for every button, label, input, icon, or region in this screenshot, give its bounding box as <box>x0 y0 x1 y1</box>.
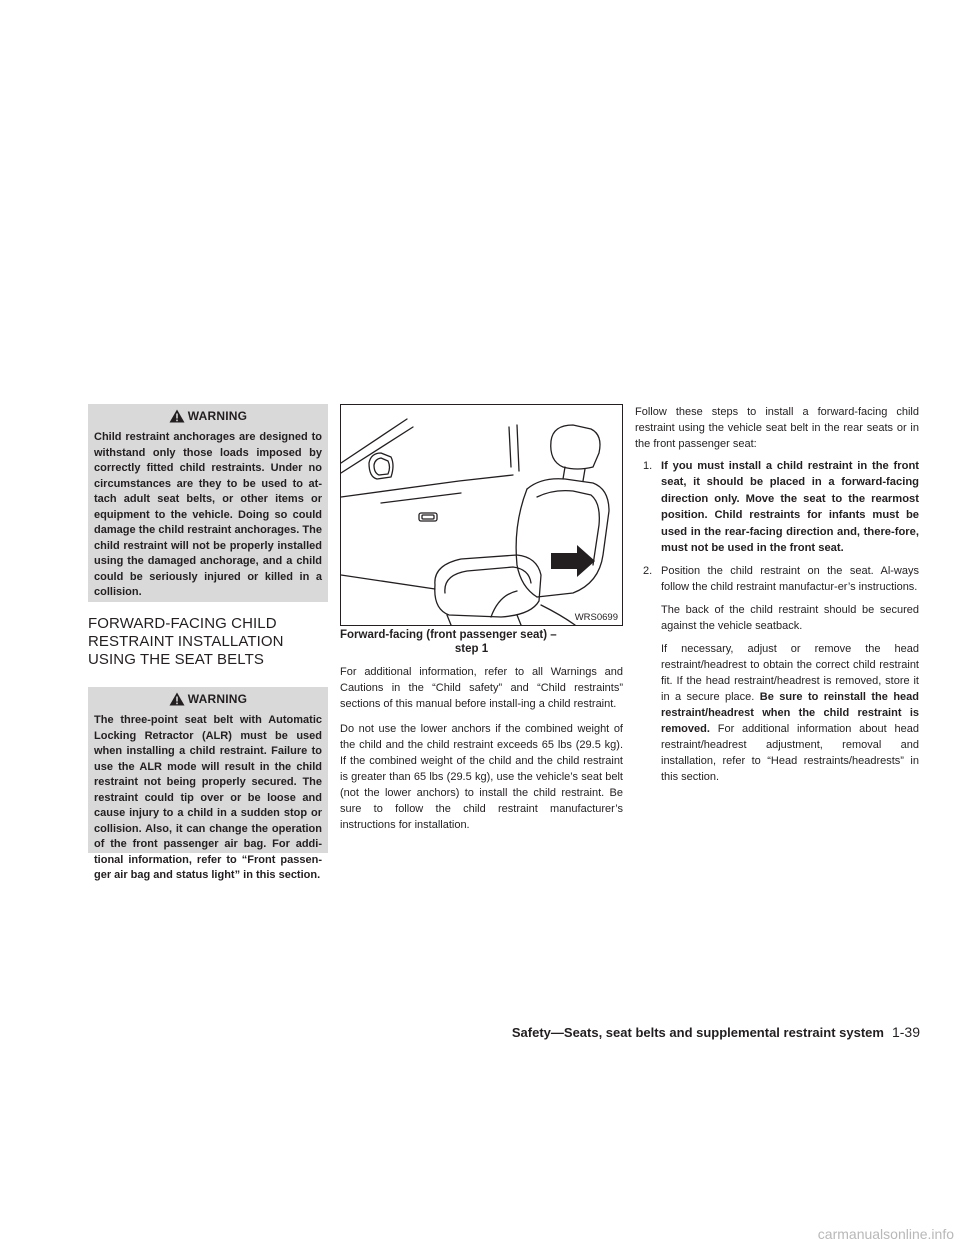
step-paragraph: The back of the child restraint should be secured against the vehicle seatback. <box>661 604 919 633</box>
warning-title: WARNING <box>187 692 248 706</box>
warning-triangle-icon <box>169 692 185 706</box>
figure-caption <box>340 628 623 656</box>
headrest-text: If necessary, adjust or remove the head restraint/headrest to obtain the correct child restraint fit. If the head restraint/headrest is removed, store it in a secure place. <box>661 643 919 704</box>
paragraph-lower-anchors: Do not use the lower anchors if the combined weight of the child and the child restraint exceeds 65 lbs (29.5 kg). If the combined weight of the child and the child restraint is greater than 65 lbs (29.5 kg), use the vehicle’s seat belt (not the lower anchors) to install the child restraint. Be sure to follow the child restraint manufacturer’s instructions for installation. <box>340 723 623 831</box>
figure-caption-line2: step 1 <box>454 643 489 655</box>
page-footer <box>380 1024 920 1040</box>
warning-box-anchorages <box>88 404 328 602</box>
step-item <box>635 458 919 556</box>
step-number: 2. <box>643 565 653 578</box>
step-paragraph-headrest <box>661 641 919 785</box>
left-column <box>88 404 328 881</box>
step-text: Position the child restraint on the seat. Al-ways follow the child restraint manufactur-er’s instructions. <box>661 565 919 594</box>
warning-triangle-icon <box>169 409 185 423</box>
right-column <box>635 404 919 792</box>
step-item <box>635 563 919 785</box>
page-number: 1-39 <box>891 1024 920 1040</box>
seat-illustration <box>340 404 623 626</box>
headrest-bold-text: Be sure to reinstall the head restraint/headrest when the child restraint is removed. <box>661 691 919 736</box>
warning-box-alr <box>88 687 328 881</box>
front-passenger-seat-drawing <box>341 405 622 625</box>
paragraph-warnings-reference: For additional information, refer to all Warnings and Cautions in the “Child safety” and “Child restraints” sections of this manual before install-ing a child restraint. <box>340 666 623 710</box>
warning-text: Child restraint anchorages are designed to withstand only those loads imposed by correctly fitted child restraints. Under no circumstances are they to be used to at-tach adult seat belts, or other items or equipment to the vehicle. Doing so could damage the child restraint anchorages. The child restraint will not be properly installed using the damaged anchorage, and a child could be seriously injured or killed in a collision. <box>94 431 322 598</box>
figure-code: WRS0699 <box>574 612 618 623</box>
section-heading: FORWARD-FACING CHILD RESTRAINT INSTALLATION USING THE SEAT BELTS <box>88 615 284 668</box>
step-number: 1. <box>643 460 653 472</box>
steps-intro: Follow these steps to install a forward-facing child restraint using the vehicle seat belt in the rear seats or in the front passenger seat: <box>635 406 919 450</box>
middle-column <box>340 404 623 842</box>
steps-list <box>635 458 919 785</box>
warning-title: WARNING <box>187 409 248 423</box>
watermark: carmanualsonline.info <box>817 1226 954 1242</box>
figure-caption-line1: Forward-facing (front passenger seat) – <box>340 629 557 641</box>
warning-header <box>94 690 322 708</box>
warning-header <box>94 407 322 425</box>
headrest-reference-text: For additional information about head restraint/headrest adjustment, removal and installation, refer to “Head restraints/headrests” in this section. <box>661 723 919 784</box>
warning-text: The three-point seat belt with Automatic Locking Retractor (ALR) must be used when installing a child restraint. Failure to use the ALR mode will result in the child restraint not being properly secured. The restraint could tip over or be loose and cause injury to a child in a sudden stop or collision. Also, it can change the operation of the front passenger air bag. For addi-tional information, refer to “Front passen-ger air bag and status light” in this section. <box>94 714 322 881</box>
footer-section-title: Safety—Seats, seat belts and supplemental restraint system <box>511 1025 884 1040</box>
forward-arrow-icon <box>551 545 595 577</box>
step-text: If you must install a child restraint in the front seat, it should be placed in a forward-facing direction only. Move the seat to the rearmost position. Child restraints for infants must be used in the rear-facing direction and, there-fore, must not be used in the front seat. <box>661 460 919 555</box>
